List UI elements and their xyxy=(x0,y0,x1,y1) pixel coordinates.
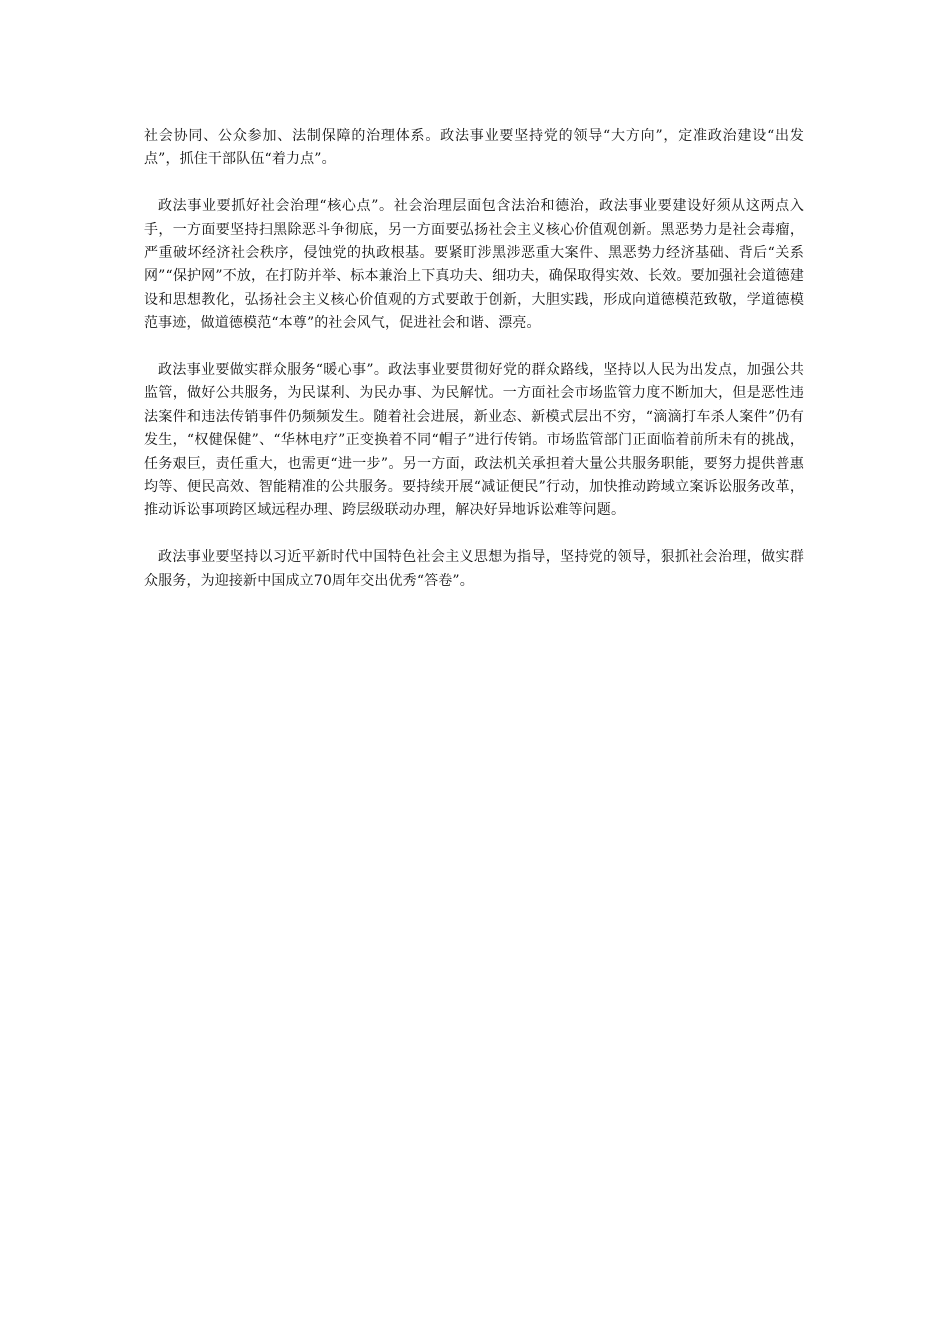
paragraph-governance-system: 社会协同、公众参加、法制保障的治理体系。政法事业要坚持党的领导“大方向”，定准政治建设“出发点”，抓住干部队伍“着力点”。 xyxy=(144,128,804,168)
paragraph-public-service: 政法事业要做实群众服务“暖心事”。政法事业要贯彻好党的群众路线，坚持以人民为出发点，加强公共监管，做好公共服务，为民谋利、为民办事、为民解忧。一方面社会市场监管力度不断加大，但是恶性违法案件和违法传销事件仍频频发生。随着社会进展，新业态、新模式层出不穷，“滴滴打车杀人案件”仍有发生，“权健保健”、“华林电疗”正变换着不同“帽子”进行传销。市场监管部门正面临着前所未有的挑战，任务艰巨，责任重大，也需更“进一步”。另一方面，政法机关承担着大量公共服务职能，要努力提供普惠均等、便民高效、智能精准的公共服务。要持续开展“减证便民”行动，加快推动跨域立案诉讼服务改革，推动诉讼事项跨区域远程办理、跨层级联动办理，解决好异地诉讼难等问题。 xyxy=(144,362,804,519)
document-body xyxy=(144,125,804,616)
paragraph-conclusion: 政法事业要坚持以习近平新时代中国特色社会主义思想为指导，坚持党的领导，狠抓社会治理，做实群众服务，为迎接新中国成立70周年交出优秀“答卷”。 xyxy=(144,549,804,589)
paragraph-social-governance: 政法事业要抓好社会治理“核心点”。社会治理层面包含法治和德治，政法事业要建设好须从这两点入手，一方面要坚持扫黑除恶斗争彻底，另一方面要弘扬社会主义核心价值观创新。黑恶势力是社会毒瘤，严重破坏经济社会秩序，侵蚀党的执政根基。要紧盯涉黑涉恶重大案件、黑恶势力经济基础、背后“关系网”“保护网”不放，在打防并举、标本兼治上下真功夫、细功夫，确保取得实效、长效。要加强社会道德建设和思想教化，弘扬社会主义核心价值观的方式要敢于创新，大胆实践，形成向道德模范致敬，学道德模范事迹，做道德模范“本尊”的社会风气，促进社会和谐、漂亮。 xyxy=(144,198,804,332)
